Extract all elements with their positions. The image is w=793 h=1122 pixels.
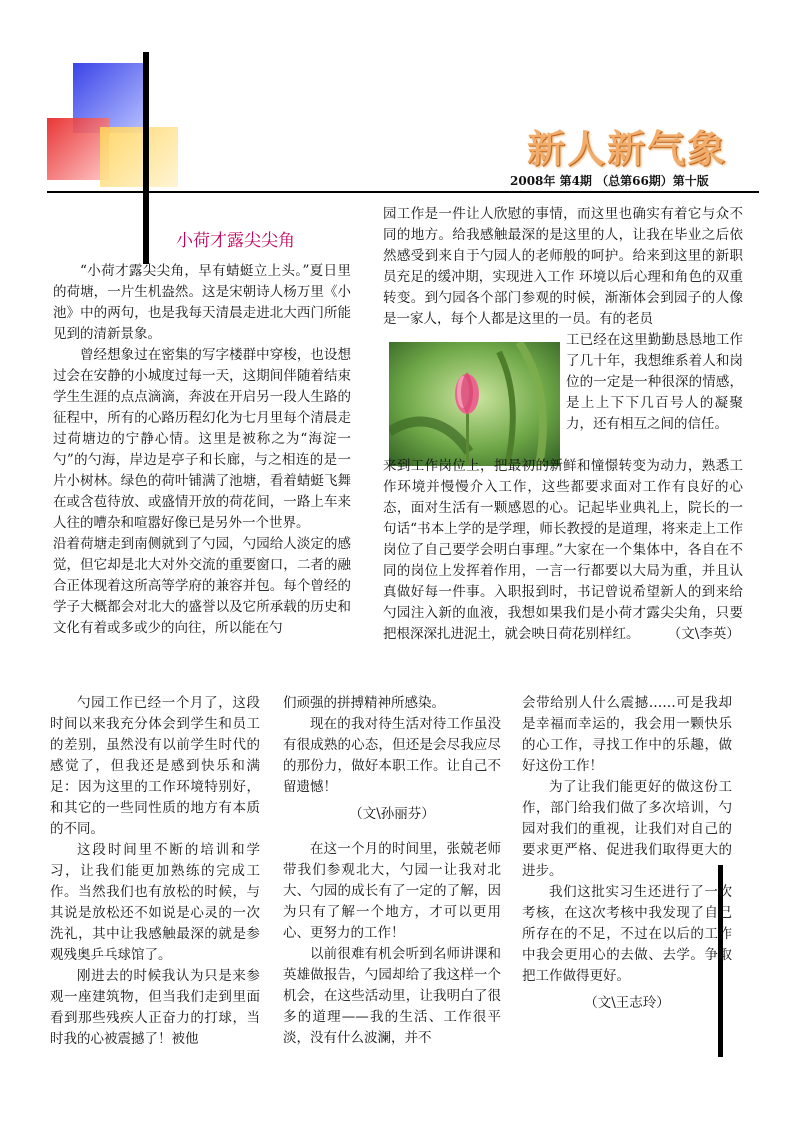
decor-yellow-square: [100, 127, 178, 187]
decor-vertical-bar-left: [143, 52, 149, 264]
author-signature: （文\孙丽芬）: [349, 806, 435, 822]
article2-paragraph: 这段时间里不断的培训和学习，让我们能更加熟练的完成工作。当然我们也有放松的时候，与其说是放松还不如说是心灵的一次洗礼，其中让我感触最深的就是参观残奥乒乓球馆了。: [50, 842, 260, 963]
article2-paragraph: 刚进去的时候我认为只是来参观一座建筑物，但当我们走到里面看到那些残疾人正奋力的打球，当时我的心被震撼了！被他: [50, 968, 260, 1047]
masthead-title: 新人新气象: [527, 126, 728, 171]
article1-right-top: [383, 204, 743, 330]
article2-paragraph: 以前很难有机会听到名师讲课和英雄做报告，勺园却给了我这样一个机会，在这些活动里，让我明白了很多的道理——我的生活、工作很平淡，没有什么波澜，并不: [283, 946, 501, 1046]
article1-right-middle: [566, 330, 743, 435]
article2-paragraph: 在这一个月的时间里，张兢老师带我们参观北大，勺园一让我对北大、勺园的成长有了一定的了解，因为只有了解一个地方，才可以更用心、更努力的工作！: [283, 841, 501, 941]
article1-signature: （文\李英）: [667, 626, 740, 642]
article1-paragraph: 园工作是一件让人欣慰的事情，而这里也确实有着它与众不同的地方。给我感触最深的是这里的人，让我在毕业之后依然感受到来自于勺园人的老师般的呵护。给来到这里的新职员充足的缓冲期，实现进入工作 环境以后心理和角色的双重转变。到勺园各个部门参观的时候，渐渐体会到园子的人像是一家人，每个人都是这里的一员。有的老员: [383, 206, 743, 327]
article2-paragraph: 我们这批实习生还进行了一次考核，在这次考核中我发现了自己所存在的不足，不过在以后的工作中我会更用心的去做、去学。争取把工作做得更好。: [522, 884, 732, 984]
article1-paragraph: 曾经想象过在密集的写字楼群中穿梭，也设想过会在安静的小城度过每一天，这期间伴随着结束学生生涯的点点滴滴，奔波在开启另一段人生路的征程中，所有的心路历程幻化为七月里每个清晨走过荷塘边的宁静心情。这里是被称之为“海淀一勺”的勺海，岸边是亭子和长廊，与之相连的是一片小树林。绿色的荷叶铺满了池塘，看着蜻蜓飞舞在或含苞待放、或盛情开放的荷花间，一路上车来人往的嘈杂和喧嚣好像已是另外一个世界。: [53, 347, 351, 531]
article1-paragraph: “小荷才露尖尖角，早有蜻蜓立上头。”夏日里的荷塘，一片生机盎然。这是宋朝诗人杨万里《小池》中的两句，也是我每天清晨走进北大西门所能见到的清新景象。: [53, 263, 351, 342]
author-signature: （文\王志玲）: [584, 995, 670, 1011]
issue-line: 2008年 第4期 （总第66期）第十版: [510, 174, 709, 188]
article1-paragraph: 来到工作岗位上，把最初的新鲜和憧憬转变为动力，熟悉工作环境并慢慢介入工作，这些都要求面对工作有良好的心态，面对生活有一颗感恩的心。记起毕业典礼上，院长的一句话“书本上学的是学理，师长教授的是道理，将来走上工作岗位了自己要学会明白事理。”大家在一个集体中，各自在不同的岗位上发挥着作用，一言一行都要以大局为重，并且认真做好每一件事。入职报到时，书记曾说希望新人的到来给勺园注入新的血液，我想如果我们是小荷才露尖尖角，只要把根深深扎进泥土，就会映日荷花别样红。: [383, 458, 743, 642]
article-title: 小荷才露尖尖角: [176, 231, 295, 251]
article1-paragraph: 沿着荷塘走到南侧就到了勺园，勺园给人淡定的感觉，但它却是北大对外交流的重要窗口，二者的融合正体现着这所高等学府的兼容并包。每个曾经的学子大概都会对北大的盛誉以及它所承载的历史和文化有着或多或少的向往，所以能在勺: [53, 536, 351, 636]
lotus-photo: [389, 342, 560, 466]
article2-paragraph: 勺园工作已经一个月了，这段时间以来我充分体会到学生和员工的差别，虽然没有以前学生时代的感觉了，但我还是感到快乐和满足：因为这里的工作环境特别好，和其它的一些同性质的地方有本质的不同。: [50, 695, 260, 837]
article1-right-bottom: [383, 456, 743, 645]
article2-paragraph: 们顽强的拼搏精神所感染。: [283, 695, 445, 711]
article2-column-1: [50, 693, 260, 1050]
article1-paragraph: 工已经在这里勤勤恳恳地工作了几十年，我想维系着人和岗位的一定是一种很深的情感，是上上下下几百号人的凝聚力，还有相互之间的信任。: [566, 332, 743, 432]
article2-column-3: [522, 693, 732, 1020]
article1-left-column: [53, 261, 351, 639]
article2-paragraph: 为了让我们能更好的做这份工作，部门给我们做了多次培训，勺园对我们的重视，让我们对自己的要求更严格、促进我们取得更大的进步。: [522, 779, 732, 879]
header-rule: [47, 191, 759, 193]
article2-column-2: [283, 693, 501, 1049]
article2-paragraph: 会带给别人什么震撼……可是我却是幸福而幸运的，我会用一颗快乐的心工作，寻找工作中的乐趣，做好这份工作！: [522, 695, 732, 774]
article2-paragraph: 现在的我对待生活对待工作虽没有很成熟的心态，但还是会尽我应尽的那份力，做好本职工作。让自己不留遗憾！: [283, 716, 501, 795]
